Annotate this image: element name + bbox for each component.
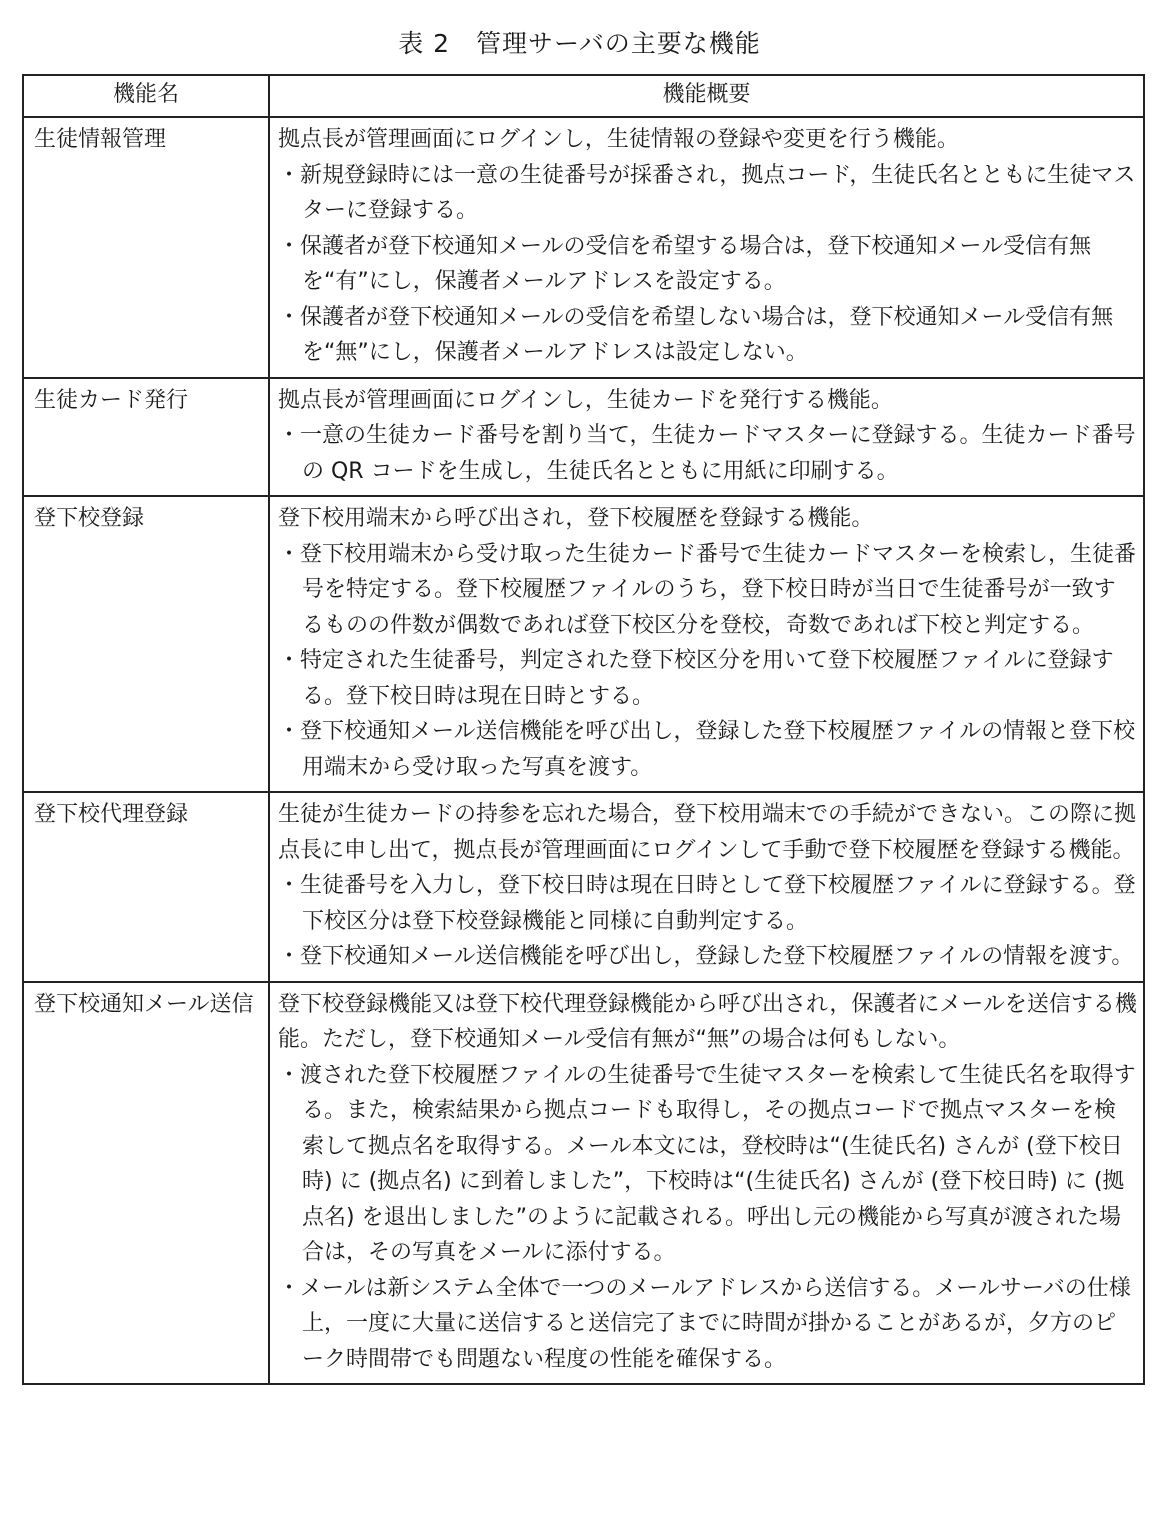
table-row bbox=[23, 378, 1144, 497]
function-name: 登下校登録 bbox=[23, 496, 269, 792]
table-header-row bbox=[23, 75, 1144, 117]
function-name: 生徒カード発行 bbox=[23, 378, 269, 497]
function-name: 登下校通知メール送信 bbox=[23, 982, 269, 1385]
description-bullet: ・保護者が登下校通知メールの受信を希望する場合は，登下校通知メール受信有無を“有”にし，保護者メールアドレスを設定する。 bbox=[278, 233, 1092, 294]
description-lead: 登下校用端末から呼び出され，登下校履歴を登録する機能。 bbox=[278, 506, 874, 531]
table-caption: 表 2 管理サーバの主要な機能 bbox=[398, 29, 761, 58]
column-header-description: 機能概要 bbox=[269, 75, 1144, 117]
table-row bbox=[23, 982, 1144, 1385]
function-description bbox=[269, 117, 1144, 378]
function-name: 生徒情報管理 bbox=[23, 117, 269, 378]
description-bullet: ・特定された生徒番号，判定された登下校区分を用いて登下校履歴ファイルに登録する。登下校日時は現在日時とする。 bbox=[278, 648, 1114, 709]
description-lead: 拠点長が管理画面にログインし，生徒情報の登録や変更を行う機能。 bbox=[278, 127, 959, 152]
description-bullet: ・渡された登下校履歴ファイルの生徒番号で生徒マスターを検索して生徒氏名を取得する。また，検索結果から拠点コードも取得し，その拠点コードで拠点マスターを検索して拠点名を取得する。メール本文には，登校時は“(生徒氏名) さんが (登下校日時) に (拠点名) に到着しました”，下校時は“(生徒氏名) さんが (登下校日時) に (拠点名) を退出しました”のように記載される。呼出し元の機能から写真が渡された場合は，その写真をメールに添付する。 bbox=[278, 1062, 1136, 1265]
description-bullet: ・新規登録時には一意の生徒番号が採番され，拠点コード，生徒氏名とともに生徒マスターに登録する。 bbox=[278, 162, 1136, 223]
description-bullet: ・登下校用端末から受け取った生徒カード番号で生徒カードマスターを検索し，生徒番号を特定する。登下校履歴ファイルのうち，登下校日時が当日で生徒番号が一致するものの件数が偶数であれば登下校区分を登校，奇数であれば下校と判定する。 bbox=[278, 541, 1137, 638]
function-description bbox=[269, 496, 1144, 792]
description-bullet: ・登下校通知メール送信機能を呼び出し，登録した登下校履歴ファイルの情報を渡す。 bbox=[278, 944, 1134, 969]
function-description bbox=[269, 982, 1144, 1385]
table-row bbox=[23, 496, 1144, 792]
function-table bbox=[22, 74, 1145, 1385]
description-bullet: ・メールは新システム全体で一つのメールアドレスから送信する。メールサーバの仕様上，一度に大量に送信すると送信完了までに時間が掛かることがあるが，夕方のピーク時間帯でも問題ない程度の性能を確保する。 bbox=[278, 1275, 1131, 1372]
description-lead: 生徒が生徒カードの持参を忘れた場合，登下校用端末での手続ができない。この際に拠点長に申し出て，拠点長が管理画面にログインして手動で登下校履歴を登録する機能。 bbox=[278, 802, 1137, 863]
description-bullet: ・登下校通知メール送信機能を呼び出し，登録した登下校履歴ファイルの情報と登下校用端末から受け取った写真を渡す。 bbox=[278, 719, 1136, 780]
function-name: 登下校代理登録 bbox=[23, 792, 269, 982]
description-bullet: ・保護者が登下校通知メールの受信を希望しない場合は，登下校通知メール受信有無を“無”にし，保護者メールアドレスは設定しない。 bbox=[278, 304, 1114, 365]
description-bullet: ・一意の生徒カード番号を割り当て，生徒カードマスターに登録する。生徒カード番号の QR コードを生成し，生徒氏名とともに用紙に印刷する。 bbox=[278, 423, 1136, 484]
table-row bbox=[23, 792, 1144, 982]
table-row bbox=[23, 117, 1144, 378]
function-description bbox=[269, 378, 1144, 497]
description-lead: 登下校登録機能又は登下校代理登録機能から呼び出され，保護者にメールを送信する機能。ただし，登下校通知メール受信有無が“無”の場合は何もしない。 bbox=[278, 991, 1137, 1052]
column-header-name: 機能名 bbox=[23, 75, 269, 117]
description-lead: 拠点長が管理画面にログインし，生徒カードを発行する機能。 bbox=[278, 387, 893, 413]
description-bullet: ・生徒番号を入力し，登下校日時は現在日時として登下校履歴ファイルに登録する。登下校区分は登下校登録機能と同様に自動判定する。 bbox=[278, 873, 1136, 934]
function-description bbox=[269, 792, 1144, 982]
